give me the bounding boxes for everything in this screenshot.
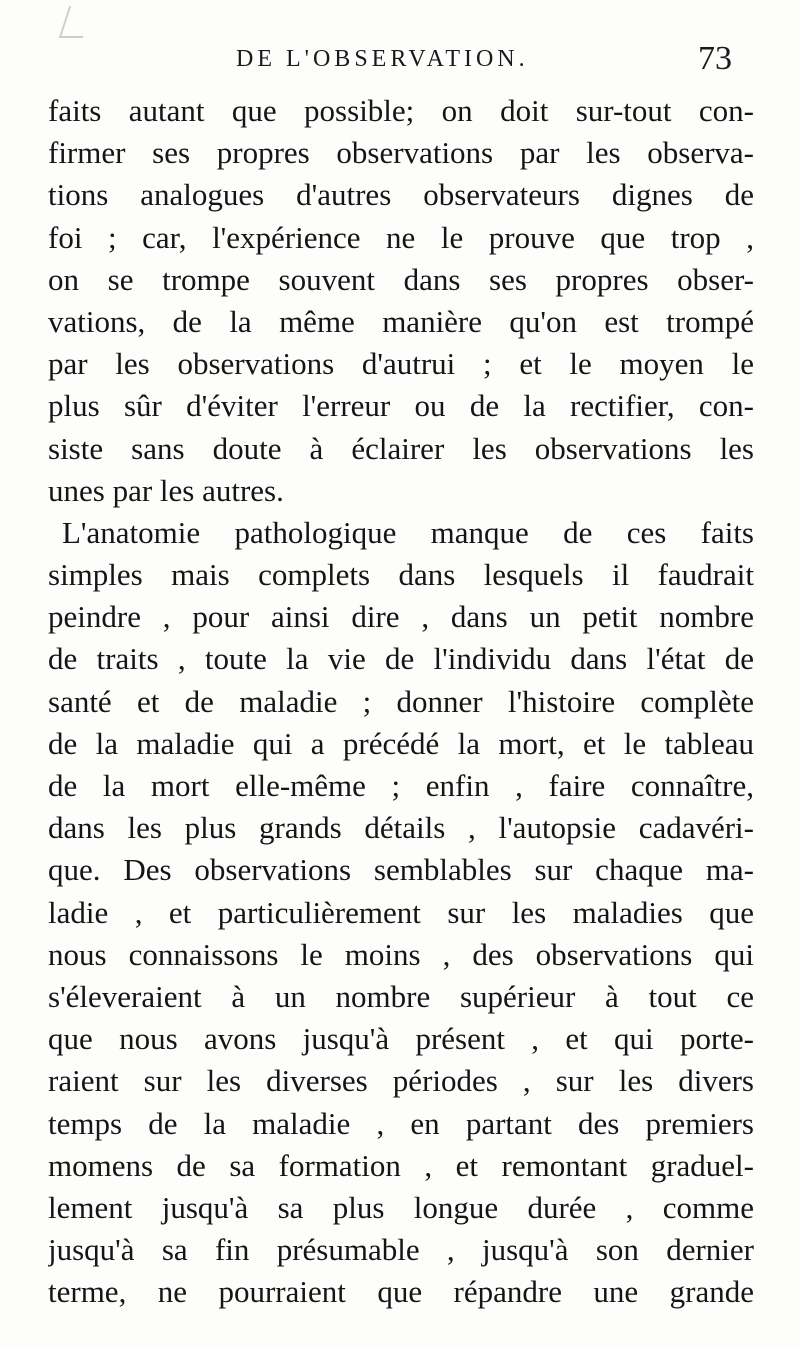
text-line: vations, de la même manière qu'on est trompé	[48, 303, 754, 339]
text-line: nous connaissons le moins , des observations qui	[48, 936, 754, 972]
text-line: peindre , pour ainsi dire , dans un petit nombre	[48, 599, 754, 635]
text-line: L'anatomie pathologique manque de ces faits	[62, 514, 754, 550]
text-line: que. Des observations semblables sur chaque ma-	[48, 852, 754, 888]
page-number: 73	[698, 40, 732, 77]
text-line: de la mort elle-même ; enfin , faire connaître,	[48, 768, 754, 803]
text-line: que nous avons jusqu'à présent , et qui porte-	[48, 1021, 754, 1057]
text-line: jusqu'à sa fin présumable , jusqu'à son dernier	[48, 1232, 754, 1268]
text-line: raient sur les diverses périodes , sur les divers	[48, 1063, 754, 1099]
text-line: plus sûr d'éviter l'erreur ou de la rectifier, con-	[48, 388, 754, 424]
text-line: temps de la maladie , en partant des premiers	[48, 1105, 754, 1141]
text-line: tions analogues d'autres observateurs dignes de	[48, 177, 754, 213]
body-text	[48, 90, 754, 1313]
text-line: lement jusqu'à sa plus longue durée , comme	[48, 1189, 754, 1225]
text-line: faits autant que possible; on doit sur-tout con-	[48, 93, 754, 128]
corner-mark	[59, 6, 93, 38]
text-line: foi ; car, l'expérience ne le prouve que trop ,	[48, 219, 754, 255]
text-line: de traits , toute la vie de l'individu dans l'état de	[48, 641, 754, 677]
text-line: par les observations d'autrui ; et le moyen le	[48, 346, 754, 382]
text-line: momens de sa formation , et remontant graduel-	[48, 1147, 754, 1183]
page-header	[0, 40, 800, 94]
text-line: de la maladie qui a précédé la mort, et le tableau	[48, 725, 754, 761]
text-line: dans les plus grands détails , l'autopsie cadavéri-	[48, 810, 754, 846]
text-line: on se trompe souvent dans ses propres obser-	[48, 261, 754, 297]
text-line: santé et de maladie ; donner l'histoire complète	[48, 683, 754, 719]
running-title: DE L'OBSERVATION.	[236, 46, 529, 72]
text-line: unes par les autres.	[48, 472, 284, 508]
text-line: ladie , et particulièrement sur les maladies que	[48, 894, 754, 930]
paragraph	[48, 90, 754, 512]
paragraph	[48, 512, 754, 1314]
text-line: terme, ne pourraient que répandre une grande	[48, 1274, 754, 1310]
text-line: s'éleveraient à un nombre supérieur à tout ce	[48, 978, 754, 1014]
text-line: firmer ses propres observations par les observa-	[48, 135, 754, 171]
text-line: simples mais complets dans lesquels il faudrait	[48, 557, 754, 593]
text-line: siste sans doute à éclairer les observations les	[48, 430, 754, 466]
